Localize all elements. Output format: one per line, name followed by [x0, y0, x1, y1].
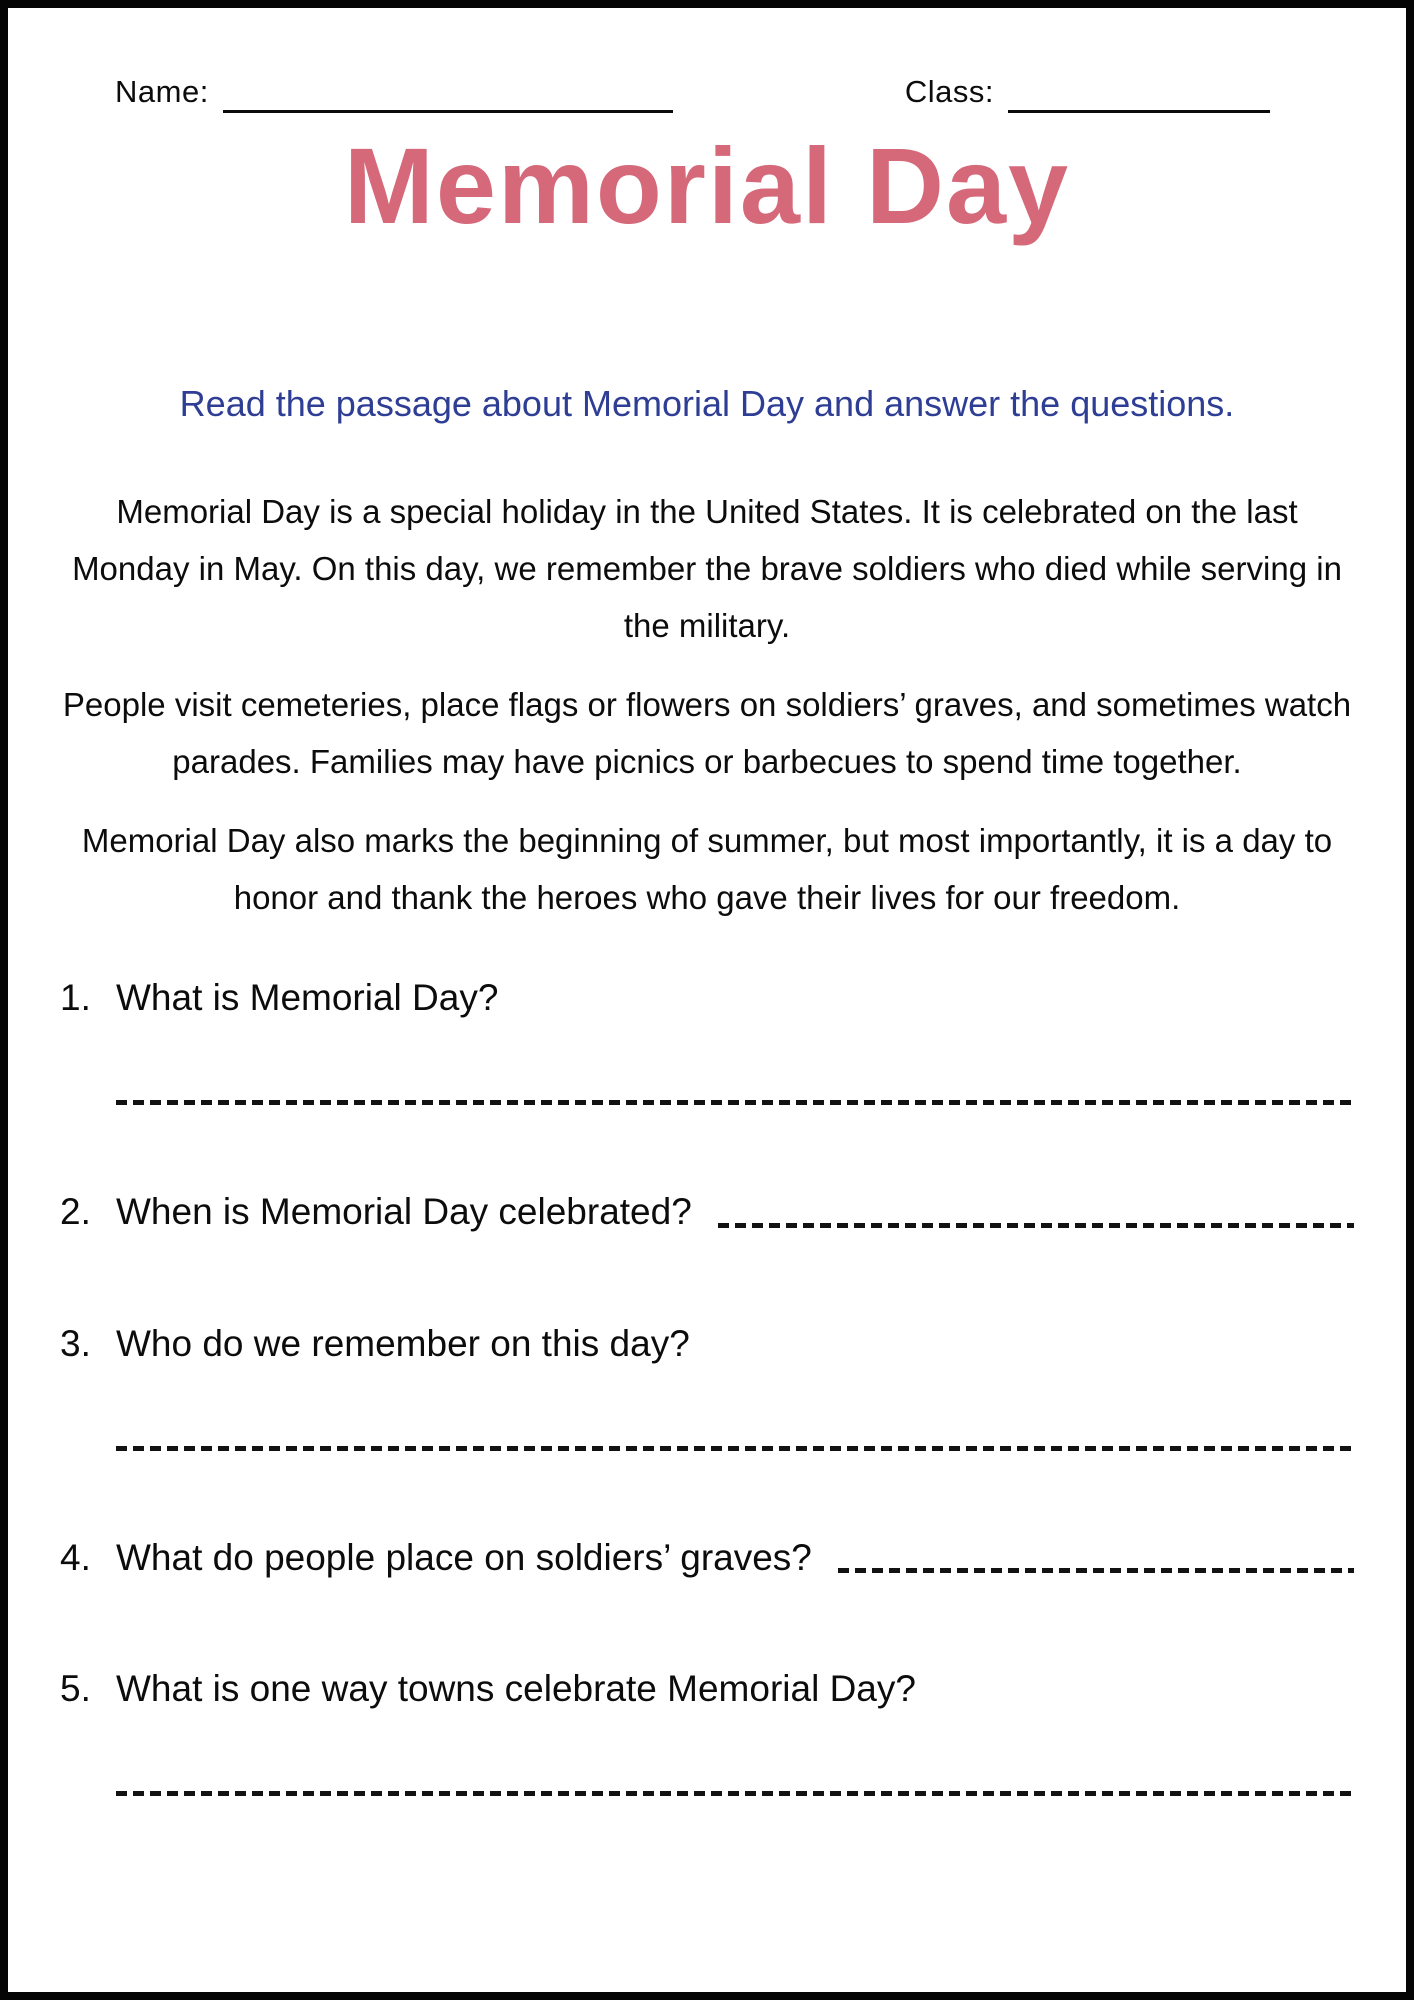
class-label: Class: — [904, 74, 994, 109]
class-field — [905, 70, 1270, 113]
answer-line-5 — [116, 1791, 1352, 1796]
class-blank-line — [1008, 76, 1270, 113]
answer-line-4 — [838, 1568, 1354, 1573]
question-1 — [60, 974, 1354, 1105]
name-field — [115, 70, 673, 113]
answer-line-1 — [116, 1100, 1352, 1105]
passage-paragraph-1: Memorial Day is a special holiday in the United States. It is celebrated on the last Monday in May. On this day, we remember the brave soldiers who died while serving in the military. — [72, 493, 1342, 645]
question-4-line — [60, 1534, 1354, 1582]
question-2-line — [60, 1188, 1354, 1236]
passage — [60, 483, 1354, 926]
question-1-text: What is Memorial Day? — [116, 977, 499, 1019]
question-3-text: Who do we remember on this day? — [116, 1322, 690, 1364]
instructions-text: Read the passage about Memorial Day and answer the questions. — [179, 383, 1235, 425]
answer-line-3 — [116, 1446, 1352, 1451]
question-5-number: 5. — [60, 1667, 91, 1709]
header-row — [60, 70, 1354, 113]
passage-paragraph-3: Memorial Day also marks the beginning of summer, but most importantly, it is a day to honor and thank the heroes who gave their lives for our freedom. — [81, 822, 1333, 917]
name-blank-line — [223, 76, 673, 113]
question-5-text: What is one way towns celebrate Memorial Day? — [116, 1667, 916, 1709]
question-2 — [60, 1188, 1354, 1236]
question-2-text: When is Memorial Day celebrated? — [116, 1191, 692, 1233]
name-label: Name: — [115, 74, 209, 109]
question-5-line — [60, 1665, 1354, 1713]
question-4 — [60, 1534, 1354, 1582]
page-title: Memorial Day — [343, 125, 1071, 247]
question-3-number: 3. — [60, 1322, 91, 1364]
question-4-text: What do people place on soldiers’ graves? — [116, 1536, 812, 1578]
question-2-number: 2. — [60, 1191, 91, 1233]
answer-line-2 — [718, 1223, 1354, 1228]
questions-section — [60, 974, 1354, 1795]
question-1-number: 1. — [60, 977, 91, 1019]
question-3 — [60, 1320, 1354, 1451]
question-5 — [60, 1665, 1354, 1796]
question-3-line — [60, 1320, 1354, 1368]
question-4-number: 4. — [60, 1536, 91, 1578]
question-1-line — [60, 974, 1354, 1022]
passage-paragraph-2: People visit cemeteries, place flags or flowers on soldiers’ graves, and sometimes watch parades. Families may have picnics or barbecues to spend time together. — [62, 686, 1352, 781]
